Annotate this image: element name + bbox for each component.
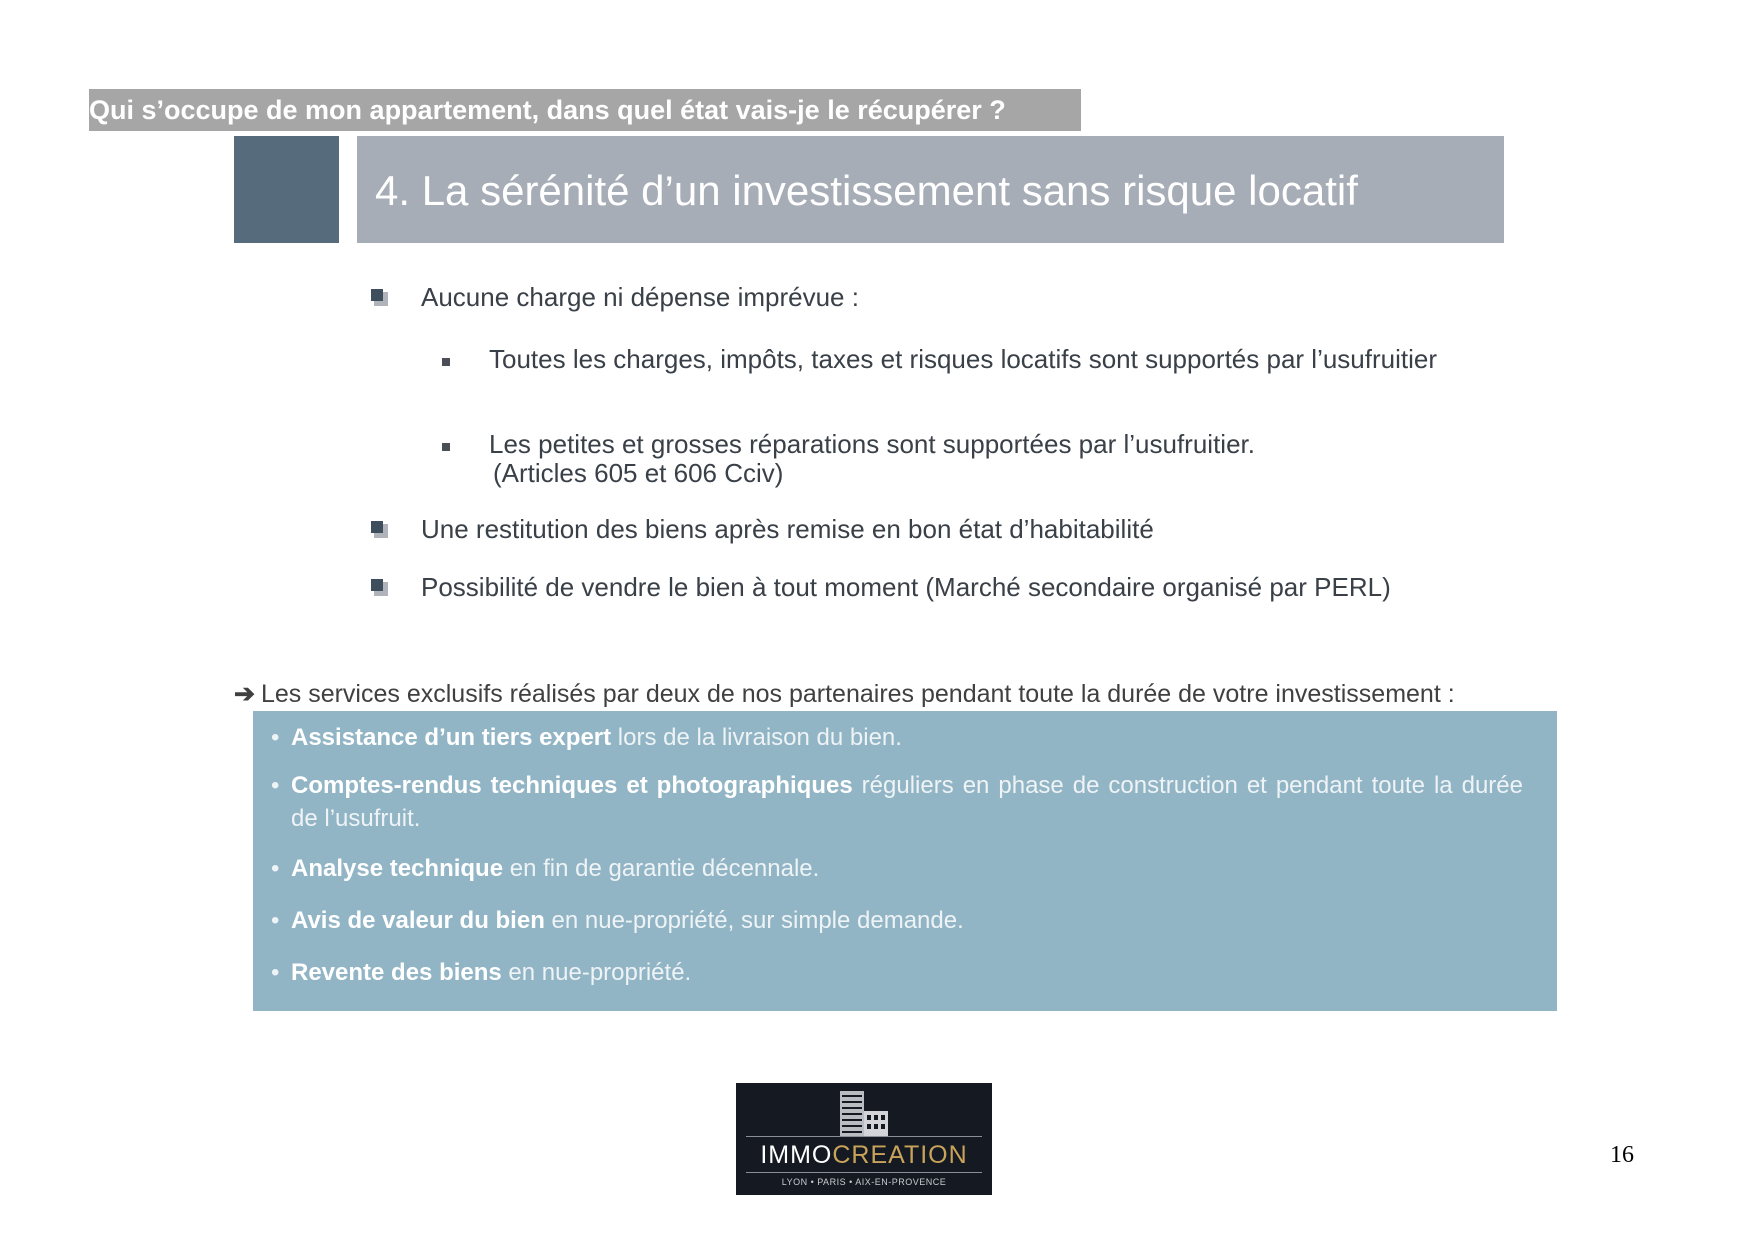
service-item	[271, 721, 1523, 754]
building-icon	[836, 1091, 892, 1137]
small-bullet-icon	[442, 358, 450, 366]
service-item-bold: Revente des biens	[291, 959, 502, 986]
service-item-bold: Analyse technique	[291, 855, 504, 882]
logo-divider	[746, 1172, 982, 1173]
slide-bullet-1: Aucune charge ni dépense imprévue :	[421, 282, 859, 312]
slide-sub-bullet-2-reference: (Articles 605 et 606 Cciv)	[493, 458, 784, 488]
arrow-right-icon: ➔	[234, 680, 255, 708]
page-number: 16	[1610, 1142, 1634, 1168]
bullet-dot-icon: •	[271, 855, 280, 882]
service-item-text: lors de la livraison du bien.	[611, 724, 902, 751]
immocreation-logo	[736, 1083, 992, 1195]
square-bullet-icon	[374, 524, 388, 538]
bullet-dot-icon: •	[271, 772, 280, 799]
services-box	[253, 711, 1557, 1011]
services-intro	[234, 678, 1455, 710]
services-intro-text: Les services exclusifs réalisés par deux de nos partenaires pendant toute la durée de votre investissement :	[260, 680, 1455, 708]
slide-bullet-2: Une restitution des biens après remise en bon état d’habitabilité	[421, 514, 1154, 544]
logo-tagline: LYON • PARIS • AIX-EN-PROVENCE	[781, 1177, 947, 1187]
service-item	[271, 956, 1523, 989]
service-item-text: réguliers en phase de construction et pendant toute la durée de l’usufruit.	[291, 772, 1523, 832]
slide-sub-bullet-1: Toutes les charges, impôts, taxes et risques locatifs sont supportés par l’usufruitier	[489, 344, 1437, 374]
bullet-dot-icon: •	[271, 724, 280, 751]
service-item	[271, 852, 1523, 885]
slide-title: 4. La sérénité d’un investissement sans risque locatif	[375, 167, 1358, 214]
logo-name	[736, 1140, 992, 1170]
service-item-text: en fin de garantie décennale.	[503, 855, 820, 882]
logo-name-immo: IMMO	[760, 1141, 833, 1169]
logo-divider	[746, 1136, 982, 1137]
slide-bullet-3: Possibilité de vendre le bien à tout moment (Marché secondaire organisé par PERL)	[421, 572, 1391, 602]
slide-accent-square	[234, 136, 339, 243]
slide-sub-bullet-2: Les petites et grosses réparations sont supportées par l’usufruitier.	[489, 429, 1255, 459]
small-bullet-icon	[442, 443, 450, 451]
service-item-bold: Comptes-rendus techniques et photographiques	[291, 772, 853, 799]
service-item-bold: Avis de valeur du bien	[291, 907, 545, 934]
bullet-dot-icon: •	[271, 959, 280, 986]
service-item	[271, 904, 1523, 937]
logo-name-creation: CREATION	[832, 1141, 968, 1169]
service-item	[271, 769, 1523, 835]
service-item-bold: Assistance d’un tiers expert	[291, 724, 612, 751]
service-item-text: en nue-propriété, sur simple demande.	[544, 907, 964, 934]
section-heading: Qui s’occupe de mon appartement, dans quel état vais-je le récupérer ?	[89, 89, 1081, 131]
service-item-text: en nue-propriété.	[501, 959, 692, 986]
square-bullet-icon	[374, 292, 388, 306]
square-bullet-icon	[374, 582, 388, 596]
bullet-dot-icon: •	[271, 907, 280, 934]
